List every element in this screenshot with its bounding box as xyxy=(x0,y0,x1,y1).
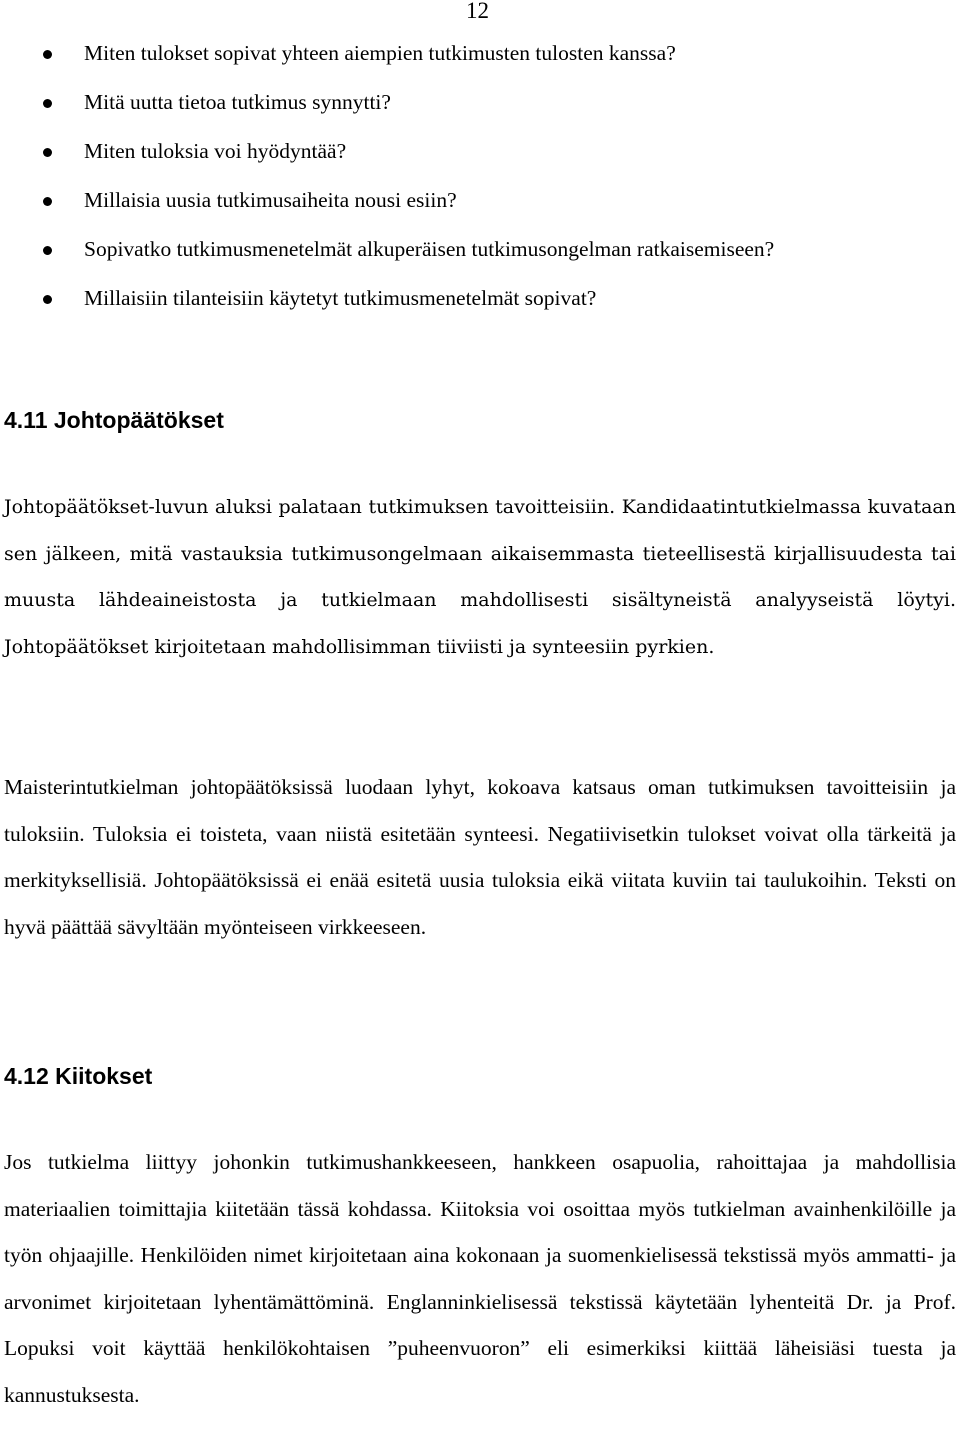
bullet-icon xyxy=(43,99,52,108)
bullet-icon xyxy=(43,50,52,59)
list-item-text: Sopivatko tutkimusmenetelmät alkuperäisen tutkimusongelman ratkaisemiseen? xyxy=(84,237,775,261)
page-number: 12 xyxy=(466,0,489,23)
conclusions-paragraph-1: Johtopäätökset-luvun aluksi palataan tutkimuksen tavoitteisiin. Kandidaatintutkielmassa kuvataan sen jälkeen, mitä vastauksia tutkimusongelmaan aikaisemmasta tieteellisestä kirjallisuudesta tai muusta lähdeaineistosta ja tutkielmaan mahdollisesti sisältyneistä analyyseistä löytyi. Johtopäätökset kirjoitetaan mahdollisimman tiiviisti ja synteesiin pyrkien. xyxy=(4,496,956,658)
list-item xyxy=(0,283,960,332)
conclusions-paragraph-2: Maisterintutkielman johtopäätöksissä luodaan lyhyt, kokoava katsaus oman tutkimuksen tavoitteisiin ja tuloksiin. Tuloksia ei toisteta, vaan niistä esitetään synteesi. Negatiivisetkin tulokset voivat olla tärkeitä ja merkityksellisiä. Johtopäätöksissä ei enää esitetä uusia tuloksia eikä viitata kuviin tai taulukoihin. Teksti on hyvä päättää sävyltään myönteiseen virkkeeseen. xyxy=(4,775,956,939)
list-item xyxy=(0,136,960,185)
list-item xyxy=(0,87,960,136)
section-heading-conclusions: 4.11 Johtopäätökset xyxy=(4,407,224,433)
list-item-text: Miten tuloksia voi hyödyntää? xyxy=(84,139,347,163)
bullet-icon xyxy=(43,197,52,206)
list-item-text: Miten tulokset sopivat yhteen aiempien tutkimusten tulosten kanssa? xyxy=(84,41,676,65)
bullet-icon xyxy=(43,148,52,157)
list-item-text: Millaisiin tilanteisiin käytetyt tutkimusmenetelmät sopivat? xyxy=(84,286,597,310)
bullet-icon xyxy=(43,295,52,304)
question-list xyxy=(0,38,960,332)
section-heading-acknowledgements: 4.12 Kiitokset xyxy=(4,1063,153,1089)
list-item xyxy=(0,38,960,87)
acknowledgements-paragraph: Jos tutkielma liittyy johonkin tutkimushankkeeseen, hankkeen osapuolia, rahoittajaa ja mahdollisia materiaalien toimittajia kiitetään tässä kohdassa. Kiitoksia voi osoittaa myös tutkielman avainhenkilöille ja työn ohjaajille. Henkilöiden nimet kirjoitetaan aina kokonaan ja suomenkielisessä tekstissä myös ammatti- ja arvonimet kirjoitetaan lyhentämättöminä. Englanninkielisessä tekstissä käytetään lyhenteitä Dr. ja Prof. Lopuksi voit käyttää henkilökohtaisen ”puheenvuoron” eli esimerkiksi kiittää läheisiäsi tuesta ja kannustuksesta. xyxy=(4,1150,956,1407)
list-item xyxy=(0,234,960,283)
list-item-text: Millaisia uusia tutkimusaiheita nousi esiin? xyxy=(84,188,457,212)
list-item-text: Mitä uutta tietoa tutkimus synnytti? xyxy=(84,90,391,114)
bullet-icon xyxy=(43,246,52,255)
list-item xyxy=(0,185,960,234)
